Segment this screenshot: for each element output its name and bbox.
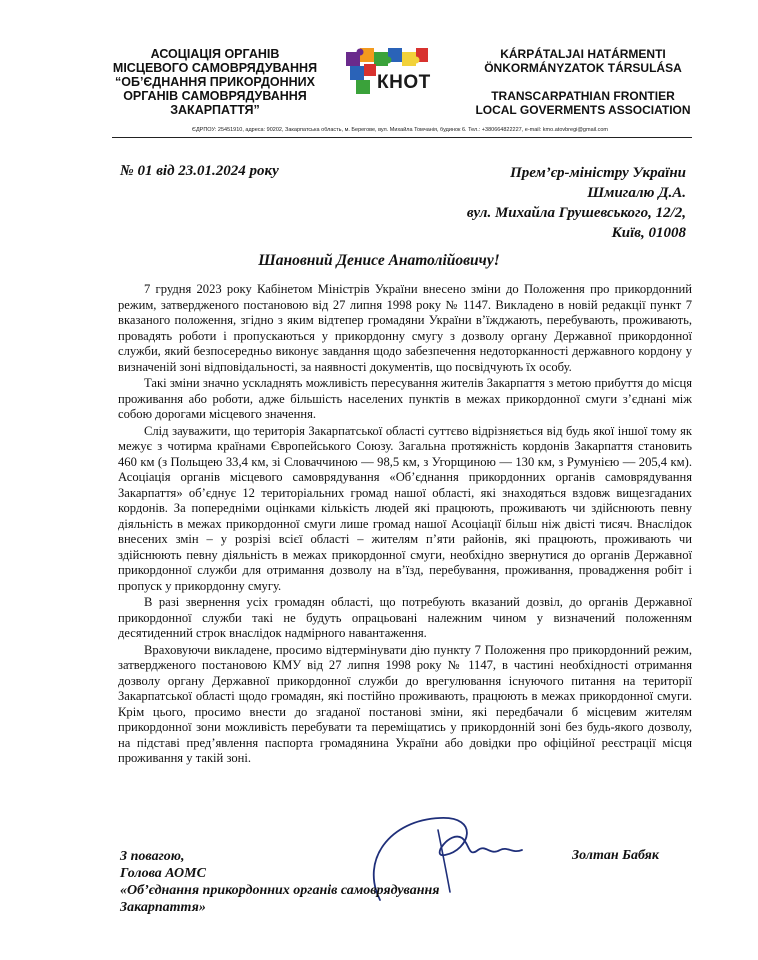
addressee-line: Київ, 01008	[611, 225, 686, 241]
org-name-line: АСОЦІАЦІЯ ОРГАНІВ	[150, 47, 280, 61]
org-name-en-line: TRANSCARPATHIAN FRONTIER	[491, 89, 675, 103]
org-name-line: МІСЦЕВОГО САМОВРЯДУВАННЯ	[112, 61, 318, 75]
org-name-line: “ОБ’ЄДНАННЯ ПРИКОРДОННИХ	[114, 75, 315, 89]
org-name-hu-line: KÁRPÁTALJAI HATÁRMENTI	[500, 47, 666, 61]
org-name-foreign	[458, 47, 708, 117]
closing-block	[120, 848, 480, 916]
puzzle-piece	[364, 64, 376, 76]
signer-name: Золтан Бабяк	[572, 848, 659, 863]
header-divider	[112, 137, 692, 138]
org-name-ukrainian	[90, 47, 340, 117]
puzzle-piece	[350, 66, 364, 80]
closing-line: Закарпаття»	[120, 900, 206, 915]
org-name-en-line: LOCAL GOVERMENTS ASSOCIATION	[475, 103, 691, 117]
body-paragraph: Такі зміни значно ускладнять можливість пересування жителів Закарпаття з метою прибуття до місця проживання або роботи, адже більшість населених пунктів в межах прикордонної смуги з’єднані між собою дорогами місцевого значення.	[118, 376, 692, 421]
org-name-line: ОРГАНІВ САМОВРЯДУВАННЯ	[123, 89, 307, 103]
puzzle-knob	[385, 57, 392, 64]
body-paragraph: 7 грудня 2023 року Кабінетом Міністрів України внесено зміни до Положення про прикордонний режим, затвердженого постановою від 27 липня 1998 року № 1147. Викладено в новій редакції пункт 7 вказаного положення, згідно з яким відтепер громадяни України в’їжджають, перебувають, проживають, провадять роботи і пропускаються у прикордонну смугу з дозволу органу Державної прикордонної служби, який безпосередньо виконує завдання щодо забезпечення недоторканності державного кордону у визначеній зоні відповідальності, за наявності документів, що посвідчують їх особу.	[118, 282, 692, 374]
letter-body	[118, 282, 692, 768]
org-name-line: ЗАКАРПАТТЯ”	[170, 103, 260, 117]
org-requisites: ЄДРПОУ: 25451910, адреса: 90202, Закарпатська область, м. Берегове, вул. Михайла Томчанія, будинок 6. Тел.: +380664822227, e-mail: kmo.atovbregi@gmail.com	[192, 127, 608, 133]
puzzle-knob	[413, 57, 420, 64]
salutation: Шановний Денисе Анатолійовичу!	[258, 252, 500, 269]
addressee-line: вул. Михайла Грушевського, 12/2,	[466, 205, 686, 221]
closing-line: «Об’єднання прикордонних органів самоврядування	[120, 883, 440, 898]
addressee-block	[380, 163, 686, 243]
body-paragraph: В разі звернення усіх громадян області, що потребують вказаний дозвіл, до органів Державної прикордонної служби такі не будуть опрацьовані належним чином у визначений положенням десятиденний строк внаслідок надмірного навантаження.	[118, 595, 692, 640]
closing-line: Голова АОМС	[120, 866, 206, 881]
body-paragraph: Враховуючи викладене, просимо відтермінувати дію пункту 7 Положення про прикордонний режим, затвердженого постановою КМУ від 27 липня 1998 року № 1147, в частині необхідності отримання дозволу органу Державної прикордонної служби до врегулювання існуючого питання на території Закарпатської області щодо громадян, які постійно проживають, працюють в межах прикордонної смуги. Крім цього, просимо внести до згаданої постанові зміни, які передбачали б місцевим жителям прикордонної зони можливість перебувати та переміщатись у прикордонній зоні без будь-якого дозволу, на підставі пред’явлення паспорта громадянина України або довідки про офіційної реєстрації місця проживання у такій зоні.	[118, 642, 692, 765]
org-name-hu-line: ÖNKORMÁNYZATOK TÁRSULÁSA	[484, 61, 682, 75]
document-number-date: № 01 від 23.01.2024 року	[120, 163, 279, 179]
puzzle-piece	[356, 80, 370, 94]
addressee-line: Прем’єр-міністру України	[510, 165, 686, 181]
addressee-line: Шмигалю Д.А.	[587, 185, 686, 201]
logo-wordmark: КНОТ	[377, 72, 431, 93]
body-paragraph: Слід зауважити, що територія Закарпатської області суттєво відрізняється від будь якої іншої тому як межує з чотирма країнами Європейського Союзу. Загальна протяжність кордонів Закарпаття становить 460 км (з Польщею 33,4 км, зі Словаччиною — 98,5 км, з Угорщиною — 130 км, з Румунією — 205,4 км). Асоціація органів місцевого самоврядування «Об’єднання прикордонних органів самоврядування Закарпаття» об’єднує 12 територіальних громад нашої області, які знаходяться вздовж вищезгаданих кордонів. За попередніми оцінками кількість людей які працюють, проживають чи здійснюють певну діяльність в межах прикордонної смуги лише громад нашої Асоціації більш ніж двісті тисяч. Внаслідок внесених змін – у розрізі всієї області – жителям п’яти районів, які працюють, проживають чи здійснюють певну діяльність в межах прикордонної смуги, необхідно звернутися до органів Державної прикордонної служби для отримання дозволу на в’їзд, перебування, проживання, провадження робіт і пропуск у прикордонну смугу.	[118, 423, 692, 593]
puzzle-knob	[357, 49, 364, 56]
closing-line: З повагою,	[120, 849, 185, 864]
